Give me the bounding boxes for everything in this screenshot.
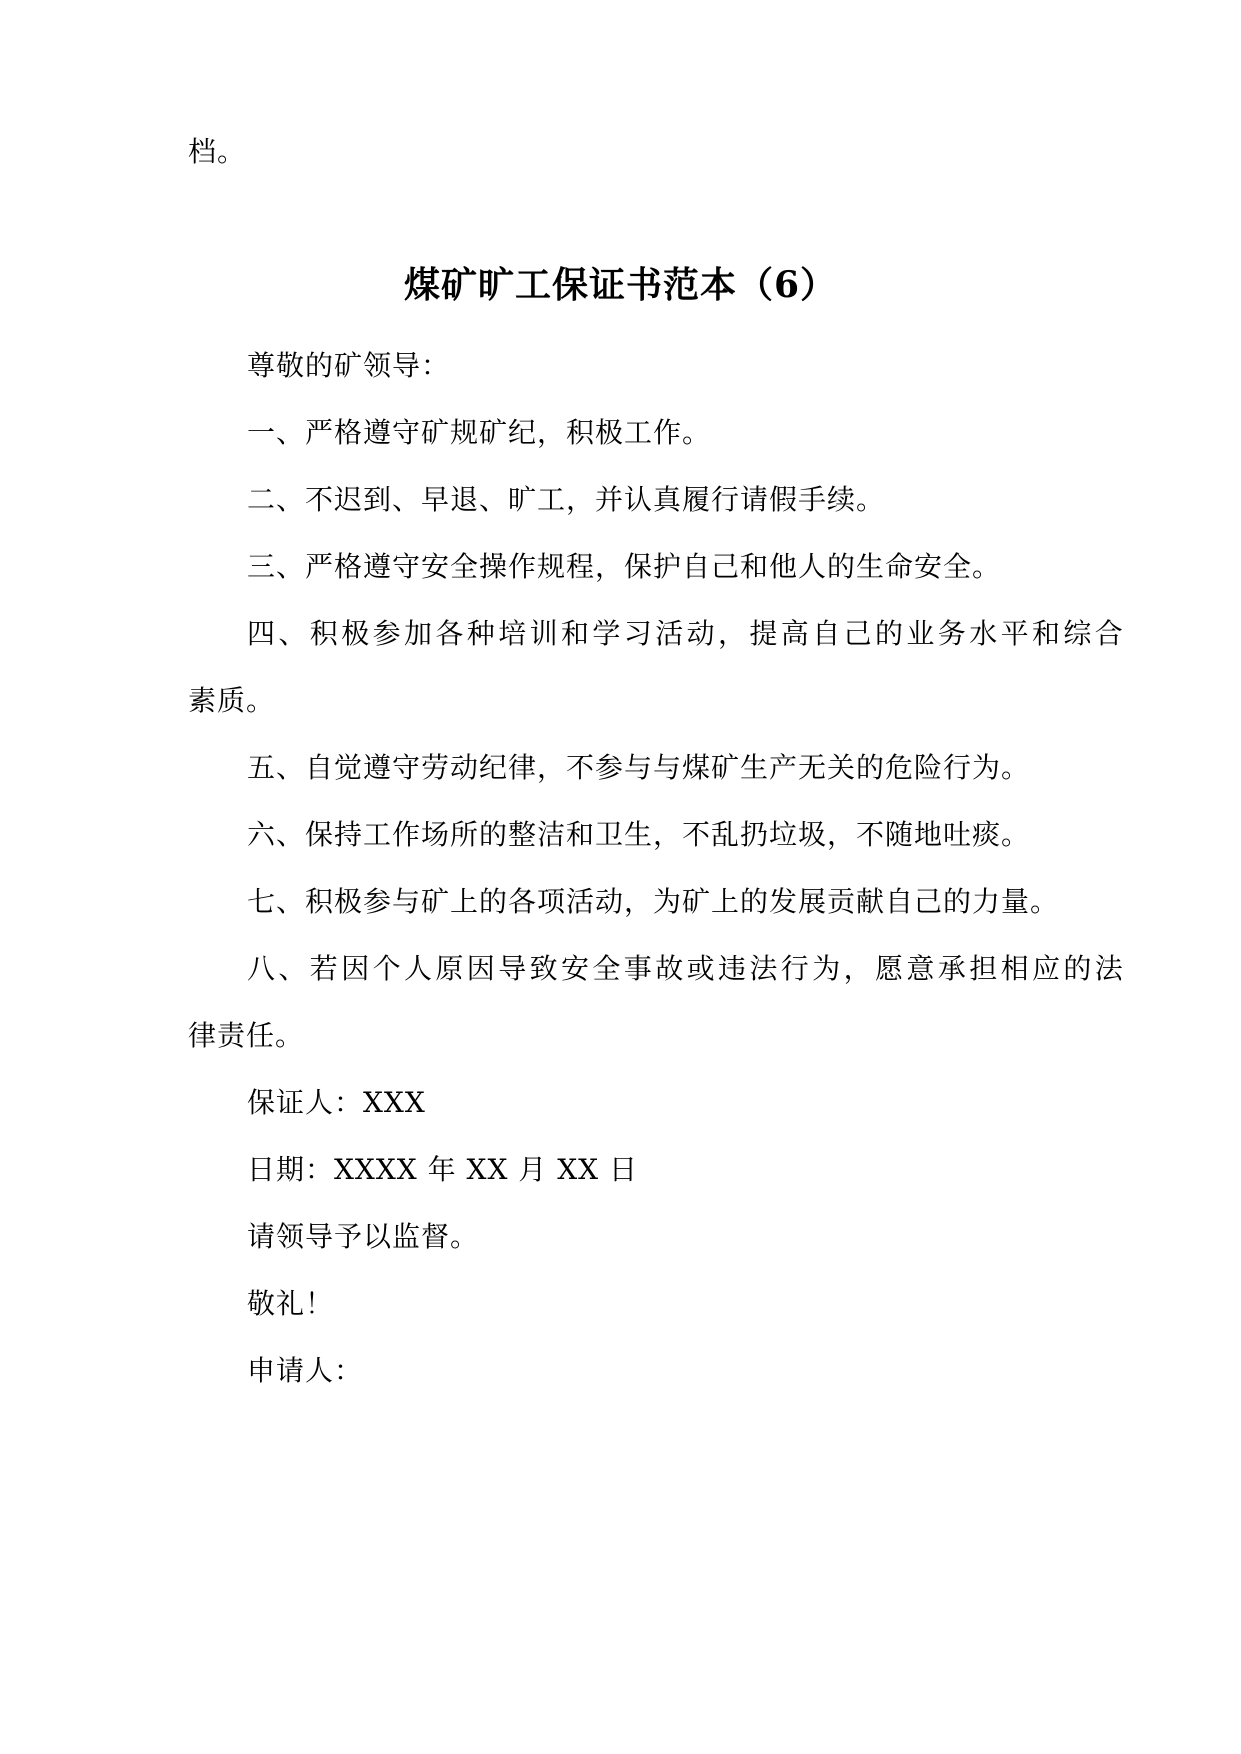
item-6: 六、保持工作场所的整洁和卫生，不乱扔垃圾，不随地吐痰。 [247,818,1031,851]
item-5: 五、自觉遵守劳动纪律，不参与与煤矿生产无关的危险行为。 [247,751,1031,784]
item-7: 七、积极参与矿上的各项活动，为矿上的发展贡献自己的力量。 [247,885,1060,918]
salutation: 尊敬的矿领导： [247,349,451,382]
date-line: 日期：XXXX 年 XX 月 XX 日 [247,1153,638,1186]
item-8: 八、若因个人原因导致安全事故或违法行为，愿意承担相应的法 [247,952,1127,985]
applicant-line: 申请人： [247,1354,364,1387]
item-3: 三、严格遵守安全操作规程，保护自己和他人的生命安全。 [247,550,1002,583]
closing: 敬礼！ [247,1287,335,1320]
item-8-continuation: 律责任。 [188,1019,305,1052]
item-1: 一、严格遵守矿规矿纪，积极工作。 [247,416,712,449]
item-4: 四、积极参加各种培训和学习活动，提高自己的业务水平和综合 [247,617,1127,650]
supervision-request: 请领导予以监督。 [247,1220,480,1253]
item-2: 二、不迟到、早退、旷工，并认真履行请假手续。 [247,483,886,516]
carryover-text: 档。 [188,135,247,168]
document-title: 煤矿旷工保证书范本（6） [403,264,838,306]
item-4-continuation: 素质。 [188,684,276,717]
guarantor-line: 保证人：XXX [247,1086,426,1119]
